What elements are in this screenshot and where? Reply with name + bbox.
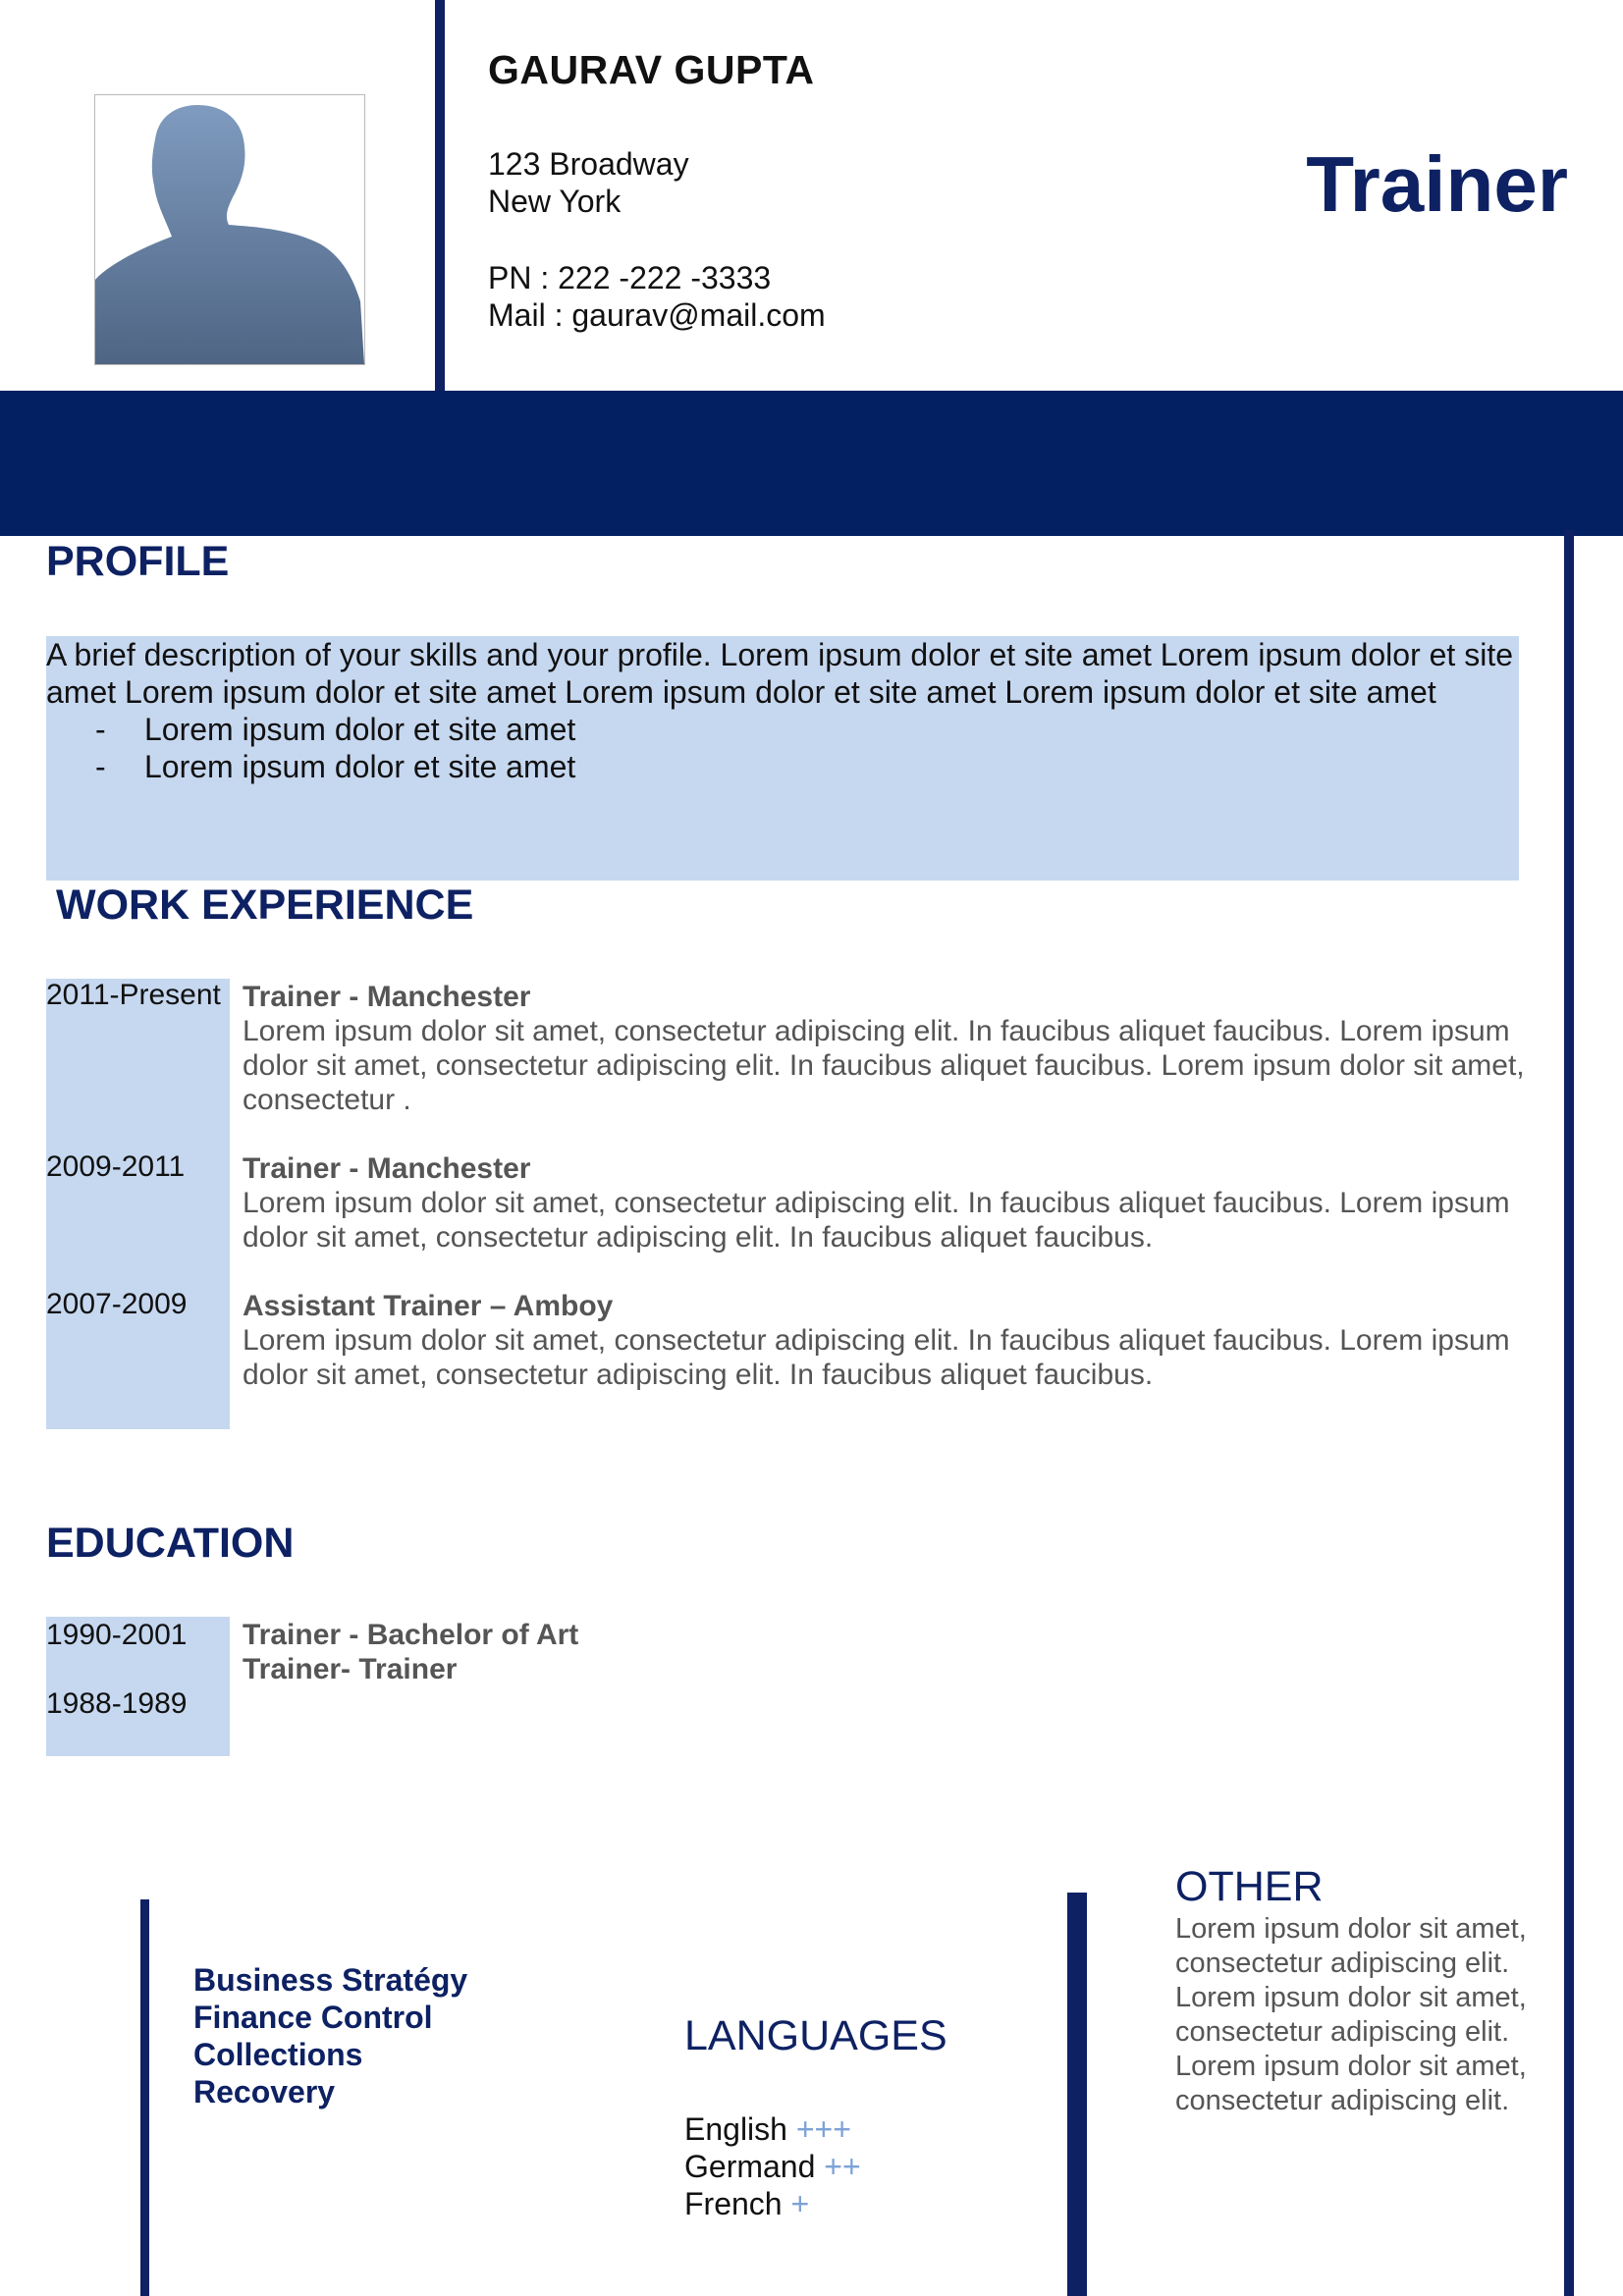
language-level: ++ [824, 2149, 861, 2184]
work-date: 2011-Present [46, 979, 221, 1011]
list-item: - Lorem ipsum dolor et site amet [46, 711, 1519, 748]
skills-divider [140, 1899, 149, 2296]
work-experience-heading: WORK EXPERIENCE [56, 881, 474, 929]
skill-item: Collections [193, 2037, 363, 2072]
other-line: consectetur adipiscing elit. [1175, 2085, 1510, 2116]
languages-heading: LANGUAGES [684, 2012, 947, 2059]
skill-item: Finance Control [193, 2000, 433, 2035]
other-heading: OTHER [1175, 1863, 1324, 1910]
work-item [243, 1151, 1529, 1255]
skills-list [193, 1961, 467, 2110]
language-item [684, 2148, 861, 2185]
work-description: Lorem ipsum dolor sit amet, consectetur adipiscing elit. In faucibus aliquet faucibus. Lorem ipsum dolor sit amet, consectetur adipiscing elit. In faucibus aliquet faucibus. [243, 1324, 1510, 1391]
work-title: Assistant Trainer – Amboy [243, 1290, 614, 1322]
other-line: Lorem ipsum dolor sit amet, [1175, 1982, 1527, 2013]
languages-divider [1067, 1893, 1087, 2296]
language-name: Germand [684, 2149, 816, 2184]
work-description: Lorem ipsum dolor sit amet, consectetur adipiscing elit. In faucibus aliquet faucibus. Lorem ipsum dolor sit amet, consectetur adipiscing elit. In faucibus aliquet faucibus. Lorem ipsum dolor sit amet, consectetur . [243, 1015, 1525, 1116]
other-line: consectetur adipiscing elit. [1175, 1948, 1510, 1979]
address-line: New York [488, 184, 622, 219]
education-date-column [46, 1617, 230, 1756]
education-item [243, 1618, 1529, 1686]
languages-list [684, 2110, 861, 2222]
other-line: Lorem ipsum dolor sit amet, [1175, 2051, 1527, 2082]
work-date: 2009-2011 [46, 1150, 186, 1183]
language-item [684, 2185, 861, 2222]
education-title: Trainer - Bachelor of Art [243, 1619, 579, 1651]
job-title: Trainer [1306, 140, 1568, 228]
person-silhouette-icon [95, 95, 364, 364]
language-item [684, 2110, 861, 2148]
education-date: 1990-2001 [46, 1619, 188, 1651]
education-title: Trainer- Trainer [243, 1653, 458, 1685]
work-title: Trainer - Manchester [243, 981, 531, 1013]
skill-item: Recovery [193, 2074, 336, 2109]
education-date: 1988-1989 [46, 1687, 188, 1720]
profile-text: A brief description of your skills and your profile. Lorem ipsum dolor et site amet Lorem ipsum dolor et site amet Lorem ipsum dolor et site amet Lorem ipsum dolor et site amet Lorem ipsum dolor et site amet [46, 637, 1513, 710]
header-divider [435, 0, 445, 393]
education-heading: EDUCATION [46, 1520, 295, 1567]
profile-photo [94, 94, 365, 365]
work-description: Lorem ipsum dolor sit amet, consectetur adipiscing elit. In faucibus aliquet faucibus. Lorem ipsum dolor sit amet, consectetur adipiscing elit. In faucibus aliquet faucibus. [243, 1187, 1510, 1254]
email: Mail : gaurav@mail.com [488, 297, 826, 333]
address [488, 145, 689, 220]
language-level: +++ [795, 2111, 851, 2147]
work-date-column [46, 979, 230, 1429]
work-title: Trainer - Manchester [243, 1152, 531, 1185]
language-name: English [684, 2111, 787, 2147]
skill-item: Business Stratégy [193, 1962, 468, 1998]
profile-heading: PROFILE [46, 538, 230, 585]
contact-info [488, 259, 826, 334]
other-text [1175, 1912, 1588, 2118]
work-item [243, 980, 1529, 1117]
phone: PN : 222 -222 -3333 [488, 260, 772, 295]
language-level: + [790, 2186, 810, 2221]
other-line: Lorem ipsum dolor sit amet, [1175, 1913, 1527, 1945]
other-line: consectetur adipiscing elit. [1175, 2016, 1510, 2048]
header-band [0, 391, 1623, 536]
work-date: 2007-2009 [46, 1288, 188, 1320]
language-name: French [684, 2186, 783, 2221]
profile-bullets [46, 711, 1519, 785]
profile-box [46, 636, 1519, 881]
address-line: 123 Broadway [488, 146, 689, 182]
candidate-name: GAURAV GUPTA [488, 47, 815, 92]
list-item: - Lorem ipsum dolor et site amet [46, 748, 1519, 785]
work-item [243, 1289, 1529, 1392]
